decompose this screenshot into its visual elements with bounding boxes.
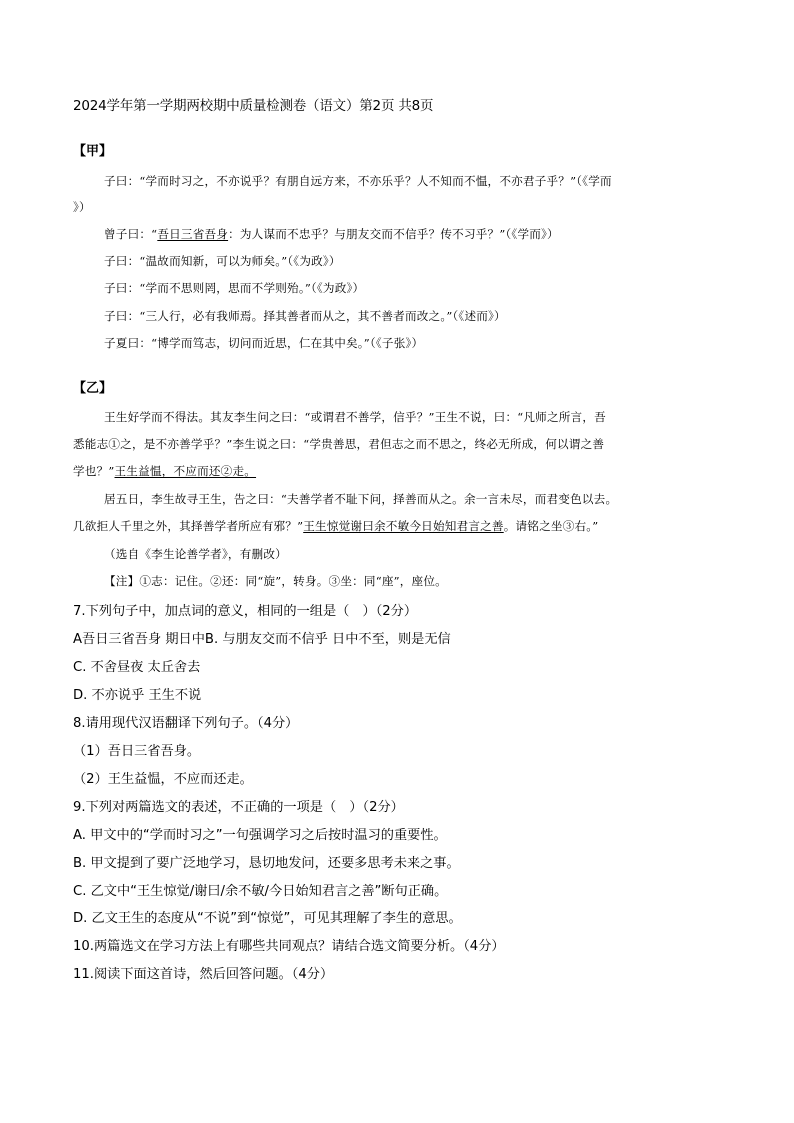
question-9-option-b: B. 甲文提到了要广泛地学习，恳切地发问，还要多思考未来之事。 [73,856,460,871]
question-8-item-1: （1）吾日三省吾身。 [73,744,201,759]
question-9-option-d: D. 乙文王生的态度从“不说”到“惊觉”，可见其理解了李生的意思。 [73,911,462,926]
yi-p1-line-3 [73,463,256,479]
question-9-option-c: C. 乙文中“王生惊觉/谢曰/余不敏/今日始知君言之善”断句正确。 [73,884,448,899]
zengzi-rest: ：为人谋而不忠乎？与朋友交而不信乎？传不习乎？”（《学而》） [228,227,559,241]
jia-line-6: 子夏曰：“博学而笃志，切问而近思，仁在其中矣。”（《子张》） [104,336,424,350]
jia-line-3: 子曰：“温故而知新，可以为师矣。”（《为政》） [104,254,341,268]
page-header: 2024学年第一学期两校期中质量检测卷（语文）第2页 共8页 [73,98,434,114]
yi-p2-underlined: 王生惊觉谢曰余不敏今日始知君言之善 [303,519,504,533]
zengzi-prefix: 曾子曰：“ [104,227,158,241]
yi-p1-line-2: 悉能志①之，是不亦善学乎？”李生说之曰：“学贵善思，君但志之而不思之，终必无所成，何以谓之善 [73,437,605,451]
question-10: 10.两篇选文在学习方法上有哪些共同观点？请结合选文简要分析。（4分） [73,939,505,954]
question-7-option-d: D. 不亦说乎 王生不说 [73,688,202,703]
yi-p1-last-prefix: 学也？” [73,464,115,478]
yi-p1-line-1: 王生好学而不得法。其友李生问之曰：“或谓君不善学，信乎？”王生不说，曰：“凡师之所言，吾 [104,410,606,424]
section-label-jia: 【甲】 [73,144,113,159]
jia-line-1: 子曰：“学而时习之，不亦说乎？有朋自远方来，不亦乐乎？人不知而不愠，不亦君子乎？”（《学而 [104,174,612,188]
yi-p1-underlined: 王生益愠，不应而还②走。 [114,464,257,478]
jia-line-4: 子曰：“学而不思则罔，思而不学则殆。”（《为政》） [104,281,365,295]
yi-p2-line-2 [73,518,598,534]
yi-p2-line-1: 居五日，李生故寻王生，告之曰：“夫善学者不耻下问，择善而从之。余一言未尽，而君变色以去。 [104,492,618,506]
yi-source: （选自《李生论善学者》，有删改） [104,547,287,561]
question-9-option-a: A. 甲文中的“学而时习之”一句强调学习之后按时温习的重要性。 [73,828,447,843]
yi-p2-last-rest: 。请铭之坐③右。” [503,519,599,533]
question-7: 7.下列句子中，加点词的意义，相同的一组是（ ）（2分） [73,604,418,619]
question-8-item-2: （2）王生益愠，不应而还走。 [73,772,253,787]
yi-p2-last-prefix: 几欲拒人千里之外，其择善学者所应有邪？” [73,519,304,533]
section-label-yi: 【乙】 [73,381,113,396]
question-7-options-ab: A吾日三省吾身 期日中B. 与朋友交而不信乎 日中不至，则是无信 [73,632,451,647]
zengzi-underlined: 吾日三省吾身 [157,227,229,241]
jia-line-5: 子曰：“三人行，必有我师焉。择其善者而从之，其不善者而改之。”（《述而》） [104,309,506,323]
question-9: 9.下列对两篇选文的表述，不正确的一项是（ ）（2分） [73,800,404,815]
yi-note: 【注】①志：记住。②还：同“旋”，转身。③坐：同“座”，座位。 [104,574,447,588]
jia-zengzi-line [104,226,559,242]
question-7-option-c: C. 不舍昼夜 太丘舍去 [73,660,201,675]
question-8: 8.请用现代汉语翻译下列句子。（4分） [73,716,299,731]
jia-line-1-cont: 》） [73,200,91,214]
question-11: 11.阅读下面这首诗，然后回答问题。（4分） [73,967,334,982]
